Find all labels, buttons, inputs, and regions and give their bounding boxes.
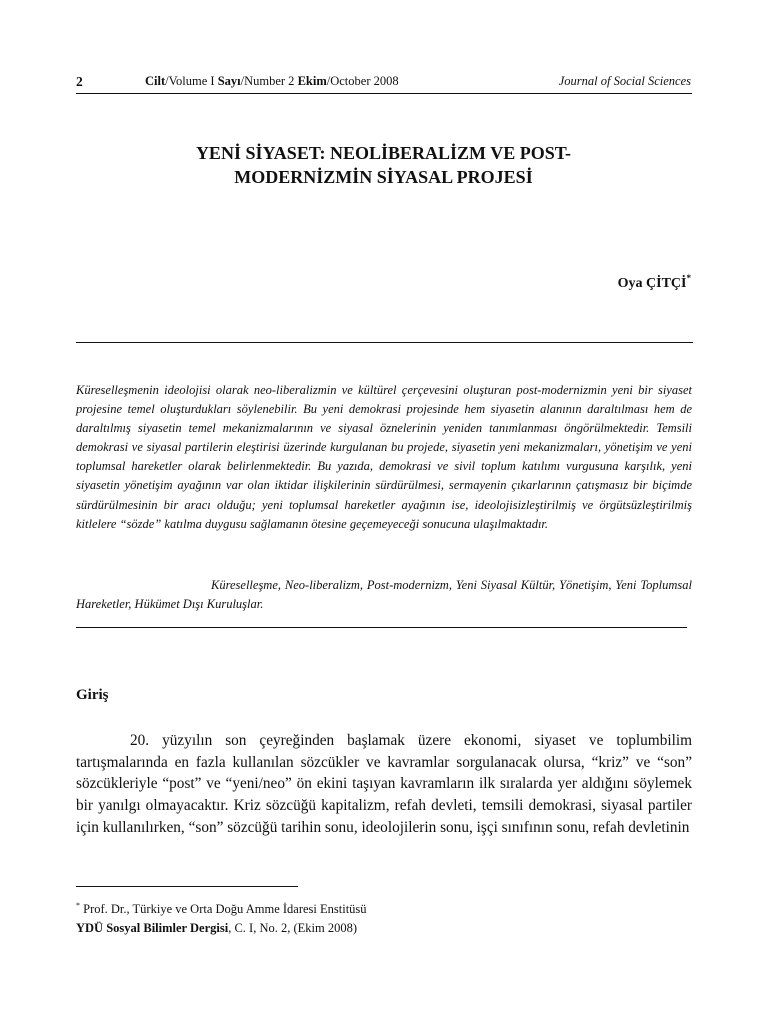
abstract-text: Küreselleşmenin ideolojisi olarak neo-liberalizmin ve kültürel çerçevesini oluşturan post-modernizmin yeni bir siyaset projesine temel oluşturdukları söylenebilir. Bu yeni demokrasi projesinde hem siyasetin alanının daraltılması hem de daraltılmış siyasetin temel mekanizmalarının ve siyasal öznelerinin yeniden tanımlanması öngörülmektedir. Temsili demokrasi ve siyasal partilerin eleştirisi üzerinde kurgulanan bu projede, siyasetin yeni mekanizmaları, yönetişim ve yeni toplumsal hareketler olarak belirlenmektedir. Bu yazıda, demokrasi ve sivil toplum katılımı vurgusuna karşılık, yeni siyasetin yönetişim ayağının var olan iktidar ilişkilerinin sürdürülmesi, sermayenin çıkarlarının çatışmasız bir biçimde sürdürülmesinin bir aracı olduğu; yeni toplumsal hareketler ayağının ise, ideolojisizleştirilmiş ve örgütsüzleştirilmiş kitlelere “sözde” katılma duygusu sağlamanın ötesine geçemeyeceği sonucuna ulaşılmaktadır. xyxy=(76,383,692,531)
title-line-2: MODERNİZMİN SİYASAL PROJESİ xyxy=(234,167,533,187)
abstract xyxy=(76,381,692,534)
title-line-1: YENİ SİYASET: NEOLİBERALİZM VE POST- xyxy=(195,143,572,163)
journal-title: Journal of Social Sciences xyxy=(558,74,691,88)
ekim-label: Ekim xyxy=(297,74,327,88)
volume-text: /Volume I xyxy=(165,74,215,88)
author-footnote-mark: * xyxy=(686,273,691,283)
author-name xyxy=(618,273,691,292)
journal-name: YDÜ Sosyal Bilimler Dergisi xyxy=(76,921,229,935)
footnote-affiliation xyxy=(76,896,692,919)
sayi-label: Sayı xyxy=(217,74,241,88)
footnotes xyxy=(76,896,692,938)
keywords: Küreselleşme, Neo-liberalizm, Post-modernizm, Yeni Siyasal Kültür, Yönetişim, Yeni Toplumsal Hareketler, Hükümet Dışı Kuruluşlar. xyxy=(76,578,692,612)
date-text: /October 2008 xyxy=(326,74,399,88)
journal-details: , C. I, No. 2, (Ekim 2008) xyxy=(228,921,358,935)
issue-info xyxy=(145,74,399,89)
footnote-journal xyxy=(76,919,692,938)
abstract-top-rule xyxy=(76,342,693,343)
article-title xyxy=(76,141,691,189)
section-heading: Giriş xyxy=(76,687,109,703)
running-header xyxy=(76,74,691,92)
footnote-mark: * xyxy=(76,901,80,910)
footnote-rule xyxy=(76,886,298,887)
abstract-bottom-rule xyxy=(76,627,687,628)
cilt-label: Cilt xyxy=(145,74,166,88)
body-paragraph: 20. yüzyılın son çeyreğinden başlamak üzere ekonomi, siyaset ve toplumbilim tartışmalarında en fazla kullanılan sözcükler ve kavramlar sorgulanacak olursa, “kriz” ve “son” sözcükleriyle “post” ve “yeni/neo” ön ekini taşıyan kavramların ilk sıralarda yer aldığını söylemek bir yanılgı olmayacaktır. Kriz sözcüğü kapitalizm, refah devleti, temsili demokrasi, siyasal partiler için kullanılırken, “son” sözcüğü tarihin sonu, ideolojilerin sonu, işçi sınıfının sonu, refah devletinin xyxy=(76,732,692,836)
author-text: Oya ÇİTÇİ xyxy=(617,276,687,291)
page-number: 2 xyxy=(76,74,83,89)
header-rule xyxy=(76,93,692,94)
number-text: /Number 2 xyxy=(240,74,295,88)
affiliation-text: Prof. Dr., Türkiye ve Orta Doğu Amme İdaresi Enstitüsü xyxy=(83,902,367,916)
